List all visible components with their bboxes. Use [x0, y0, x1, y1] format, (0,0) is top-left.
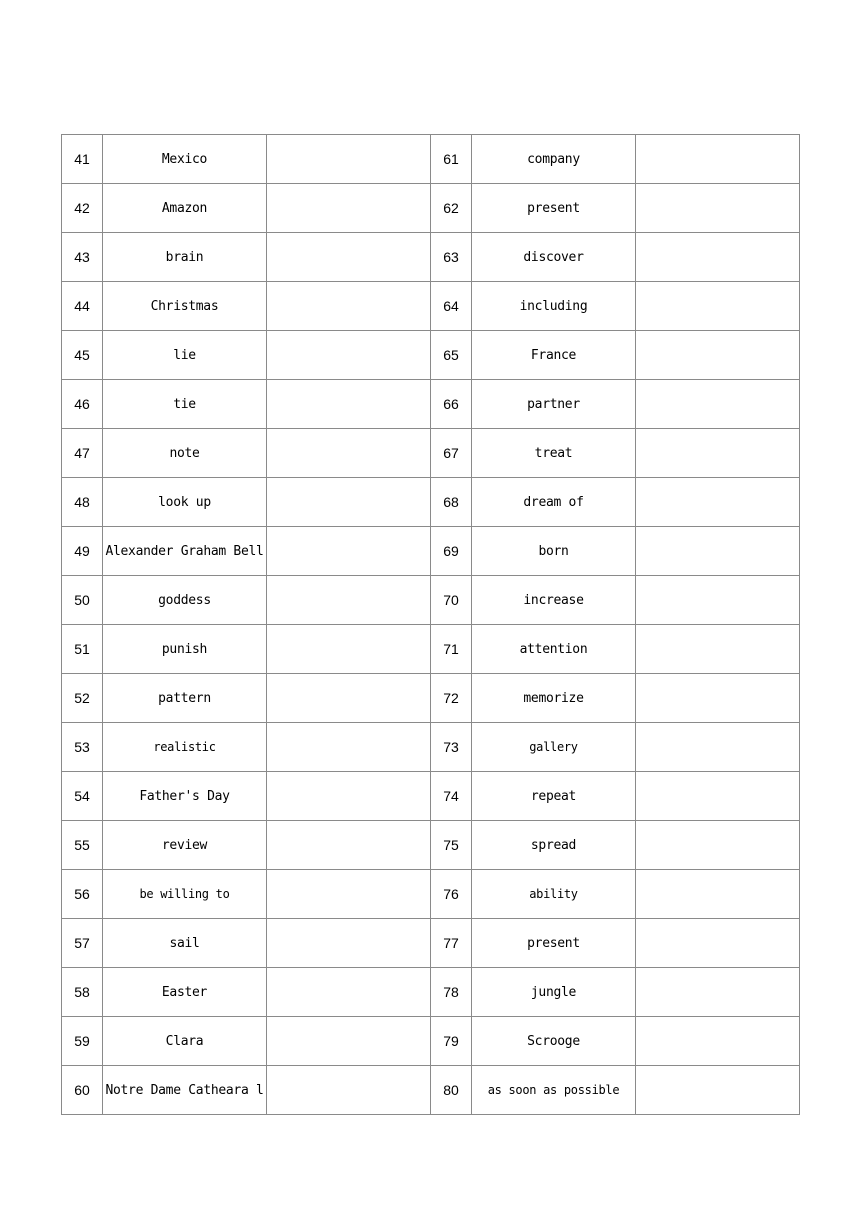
left-number-cell: 43 — [62, 233, 103, 282]
left-word-cell: brain — [103, 233, 267, 282]
left-answer-cell[interactable] — [267, 429, 431, 478]
table-row — [62, 282, 800, 331]
table-row — [62, 821, 800, 870]
table-row — [62, 380, 800, 429]
right-answer-cell[interactable] — [636, 478, 800, 527]
right-answer-cell[interactable] — [636, 625, 800, 674]
table-row — [62, 674, 800, 723]
right-word-cell: present — [472, 184, 636, 233]
left-number-cell: 49 — [62, 527, 103, 576]
left-answer-cell[interactable] — [267, 184, 431, 233]
table-row — [62, 919, 800, 968]
left-number-cell: 52 — [62, 674, 103, 723]
left-answer-cell[interactable] — [267, 625, 431, 674]
left-word-cell: sail — [103, 919, 267, 968]
right-word-cell: partner — [472, 380, 636, 429]
left-answer-cell[interactable] — [267, 1066, 431, 1115]
left-number-cell: 56 — [62, 870, 103, 919]
left-answer-cell[interactable] — [267, 919, 431, 968]
right-answer-cell[interactable] — [636, 576, 800, 625]
right-answer-cell[interactable] — [636, 674, 800, 723]
left-answer-cell[interactable] — [267, 135, 431, 184]
right-word-cell: born — [472, 527, 636, 576]
left-answer-cell[interactable] — [267, 282, 431, 331]
right-number-cell: 79 — [431, 1017, 472, 1066]
left-word-cell: Christmas — [103, 282, 267, 331]
left-word-cell: Mexico — [103, 135, 267, 184]
table-row — [62, 135, 800, 184]
left-answer-cell[interactable] — [267, 1017, 431, 1066]
left-word-cell: review — [103, 821, 267, 870]
table-row — [62, 478, 800, 527]
left-number-cell: 41 — [62, 135, 103, 184]
right-answer-cell[interactable] — [636, 870, 800, 919]
right-answer-cell[interactable] — [636, 1066, 800, 1115]
left-number-cell: 54 — [62, 772, 103, 821]
left-word-cell: goddess — [103, 576, 267, 625]
left-word-cell: be willing to — [103, 870, 267, 919]
right-number-cell: 71 — [431, 625, 472, 674]
right-answer-cell[interactable] — [636, 772, 800, 821]
right-word-cell: including — [472, 282, 636, 331]
left-answer-cell[interactable] — [267, 968, 431, 1017]
right-number-cell: 69 — [431, 527, 472, 576]
right-number-cell: 74 — [431, 772, 472, 821]
left-number-cell: 51 — [62, 625, 103, 674]
left-answer-cell[interactable] — [267, 527, 431, 576]
left-answer-cell[interactable] — [267, 772, 431, 821]
table-row — [62, 184, 800, 233]
left-word-cell: Amazon — [103, 184, 267, 233]
right-word-cell: spread — [472, 821, 636, 870]
right-word-cell: increase — [472, 576, 636, 625]
right-number-cell: 76 — [431, 870, 472, 919]
left-number-cell: 58 — [62, 968, 103, 1017]
left-number-cell: 57 — [62, 919, 103, 968]
right-number-cell: 65 — [431, 331, 472, 380]
left-number-cell: 59 — [62, 1017, 103, 1066]
right-word-cell: company — [472, 135, 636, 184]
table-row — [62, 429, 800, 478]
left-number-cell: 47 — [62, 429, 103, 478]
table-row — [62, 331, 800, 380]
left-answer-cell[interactable] — [267, 331, 431, 380]
left-word-cell: Easter — [103, 968, 267, 1017]
left-number-cell: 53 — [62, 723, 103, 772]
right-answer-cell[interactable] — [636, 527, 800, 576]
right-answer-cell[interactable] — [636, 380, 800, 429]
left-number-cell: 44 — [62, 282, 103, 331]
table-row — [62, 968, 800, 1017]
right-answer-cell[interactable] — [636, 331, 800, 380]
left-answer-cell[interactable] — [267, 233, 431, 282]
right-word-cell: dream of — [472, 478, 636, 527]
right-number-cell: 75 — [431, 821, 472, 870]
left-word-cell: lie — [103, 331, 267, 380]
right-number-cell: 61 — [431, 135, 472, 184]
right-answer-cell[interactable] — [636, 429, 800, 478]
right-answer-cell[interactable] — [636, 968, 800, 1017]
right-answer-cell[interactable] — [636, 282, 800, 331]
left-word-cell: pattern — [103, 674, 267, 723]
vocabulary-sheet — [61, 134, 799, 1115]
table-row — [62, 1066, 800, 1115]
right-answer-cell[interactable] — [636, 919, 800, 968]
table-row — [62, 527, 800, 576]
right-number-cell: 77 — [431, 919, 472, 968]
right-number-cell: 62 — [431, 184, 472, 233]
left-word-cell: punish — [103, 625, 267, 674]
table-row — [62, 233, 800, 282]
right-answer-cell[interactable] — [636, 723, 800, 772]
right-word-cell: gallery — [472, 723, 636, 772]
table-row — [62, 625, 800, 674]
left-answer-cell[interactable] — [267, 576, 431, 625]
right-word-cell: present — [472, 919, 636, 968]
left-number-cell: 42 — [62, 184, 103, 233]
left-answer-cell[interactable] — [267, 674, 431, 723]
left-answer-cell[interactable] — [267, 478, 431, 527]
left-word-cell: realistic — [103, 723, 267, 772]
right-number-cell: 63 — [431, 233, 472, 282]
right-number-cell: 64 — [431, 282, 472, 331]
left-word-cell: Clara — [103, 1017, 267, 1066]
right-number-cell: 73 — [431, 723, 472, 772]
right-word-cell: memorize — [472, 674, 636, 723]
right-word-cell: Scrooge — [472, 1017, 636, 1066]
vocabulary-table-body — [62, 135, 800, 1115]
right-answer-cell[interactable] — [636, 184, 800, 233]
table-row — [62, 576, 800, 625]
left-number-cell: 46 — [62, 380, 103, 429]
right-number-cell: 72 — [431, 674, 472, 723]
right-number-cell: 66 — [431, 380, 472, 429]
left-word-cell: look up — [103, 478, 267, 527]
left-answer-cell[interactable] — [267, 821, 431, 870]
right-word-cell: ability — [472, 870, 636, 919]
right-answer-cell[interactable] — [636, 1017, 800, 1066]
right-word-cell: as soon as possible — [472, 1066, 636, 1115]
left-answer-cell[interactable] — [267, 870, 431, 919]
right-word-cell: treat — [472, 429, 636, 478]
right-word-cell: jungle — [472, 968, 636, 1017]
left-number-cell: 48 — [62, 478, 103, 527]
table-row — [62, 1017, 800, 1066]
right-number-cell: 68 — [431, 478, 472, 527]
left-number-cell: 45 — [62, 331, 103, 380]
left-answer-cell[interactable] — [267, 380, 431, 429]
left-word-cell: Father's Day — [103, 772, 267, 821]
right-number-cell: 70 — [431, 576, 472, 625]
left-number-cell: 50 — [62, 576, 103, 625]
left-word-cell: Alexander Graham Bell — [103, 527, 267, 576]
right-answer-cell[interactable] — [636, 821, 800, 870]
vocabulary-table — [61, 134, 800, 1115]
right-word-cell: France — [472, 331, 636, 380]
left-number-cell: 55 — [62, 821, 103, 870]
right-answer-cell[interactable] — [636, 135, 800, 184]
left-word-cell: tie — [103, 380, 267, 429]
left-word-cell: Notre Dame Catheara l — [103, 1066, 267, 1115]
right-answer-cell[interactable] — [636, 233, 800, 282]
right-number-cell: 67 — [431, 429, 472, 478]
table-row — [62, 723, 800, 772]
right-number-cell: 80 — [431, 1066, 472, 1115]
right-word-cell: discover — [472, 233, 636, 282]
right-word-cell: repeat — [472, 772, 636, 821]
left-word-cell: note — [103, 429, 267, 478]
left-answer-cell[interactable] — [267, 723, 431, 772]
left-number-cell: 60 — [62, 1066, 103, 1115]
table-row — [62, 772, 800, 821]
right-number-cell: 78 — [431, 968, 472, 1017]
table-row — [62, 870, 800, 919]
right-word-cell: attention — [472, 625, 636, 674]
